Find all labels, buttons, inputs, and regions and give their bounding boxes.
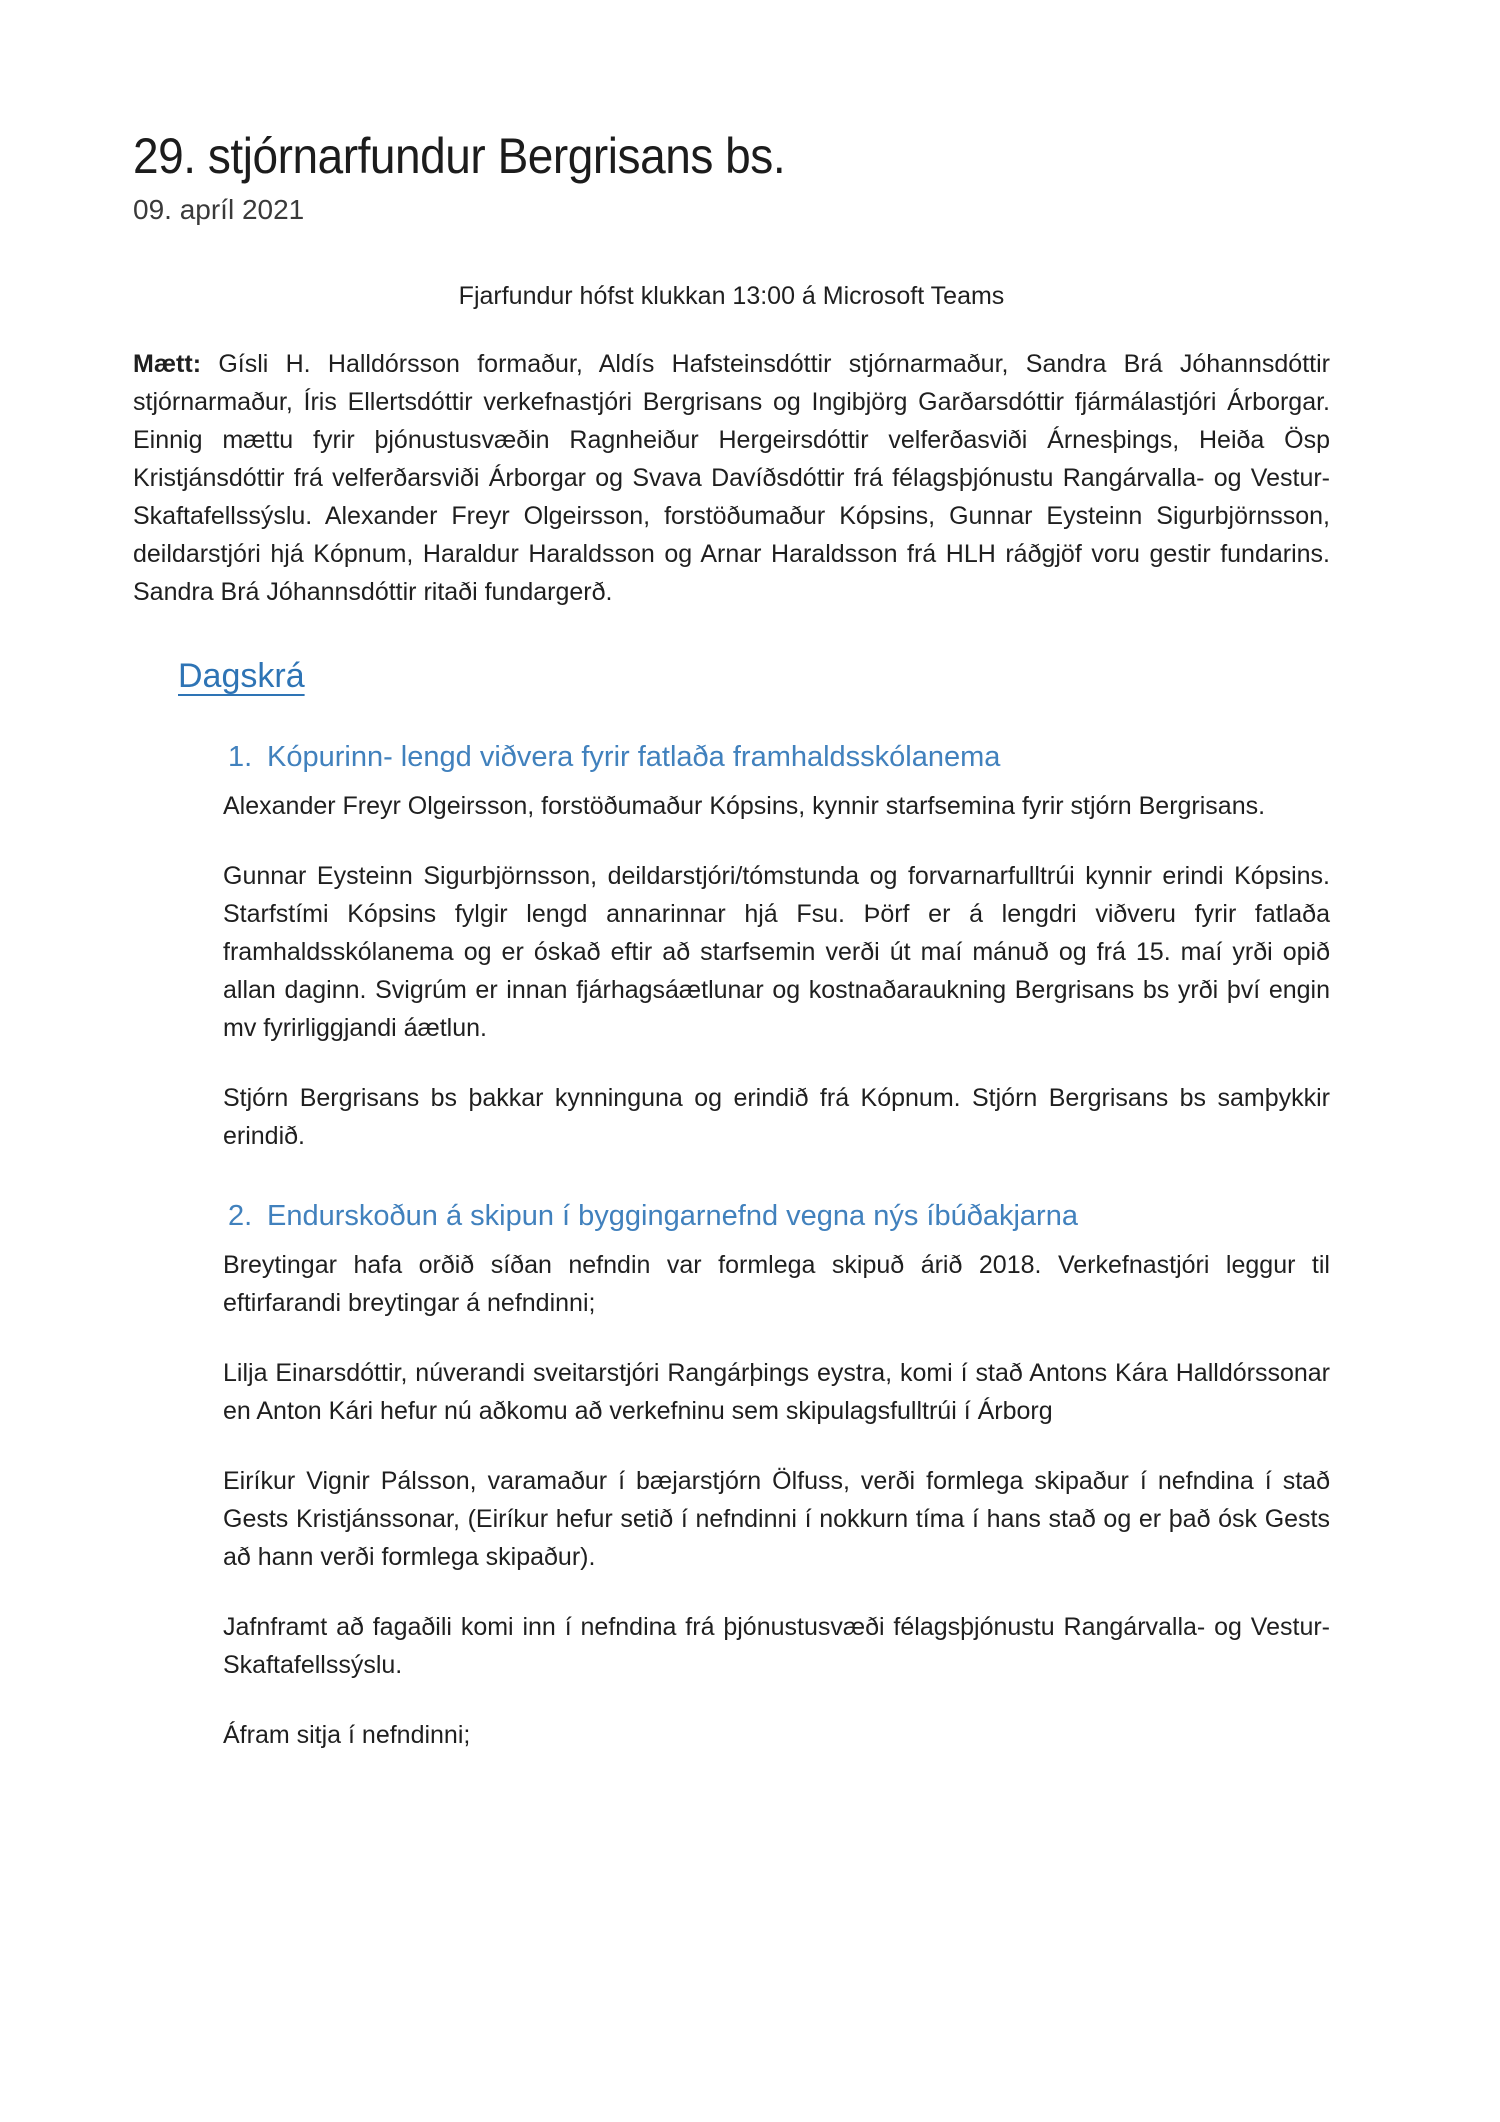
agenda-item-2-paragraph-1: Breytingar hafa orðið síðan nefndin var formlega skipuð árið 2018. Verkefnastjóri leggur til eftirfarandi breytingar á nefndinni;: [223, 1250, 1330, 1317]
agenda-item-1-number: 1.: [228, 741, 253, 773]
agenda-item-1-title: Kópurinn- lengd viðvera fyrir fatlaða framhaldsskólanema: [267, 741, 1001, 773]
attendees-text: Gísli H. Halldórsson formaður, Aldís Hafsteinsdóttir stjórnarmaður, Sandra Brá Jóhannsdóttir stjórnarmaður, Íris Ellertsdóttir verkefnastjóri Bergrisans og Ingibjörg Garðarsdóttir fjármálastjóri Árborgar. Einnig mættu fyrir þjónustusvæðin Ragnheiður Hergeirsdóttir velferðasviði Árnesþings, Heiða Ösp Kristjánsdóttir frá velferðarsviði Árborgar og Svava Davíðsdóttir frá félagsþjónustu Rangárvalla- og Vestur-Skaftafellssýslu. Alexander Freyr Olgeirsson, forstöðumaður Kópsins, Gunnar Eysteinn Sigurbjörnsson, deildarstjóri hjá Kópnum, Haraldur Haraldsson og Arnar Haraldsson frá HLH ráðgjöf voru gestir fundarins. Sandra Brá Jóhannsdóttir ritaði fundargerð.: [133, 350, 1330, 606]
page-title-text: 29. stjórnarfundur Bergrisans bs.: [133, 128, 786, 184]
page-date: 09. apríl 2021: [133, 194, 305, 225]
agenda-item-2: [133, 1199, 1330, 1754]
agenda-item-1-paragraph-3: Stjórn Bergrisans bs þakkar kynninguna og erindið frá Kópnum. Stjórn Bergrisans bs samþykkir erindið.: [223, 1083, 1330, 1150]
attendees-paragraph: [133, 345, 1330, 611]
page-title: [133, 128, 1330, 184]
agenda-item-2-title: Endurskoðun á skipun í byggingarnefnd vegna nýs íbúðakjarna: [267, 1199, 1078, 1232]
agenda-heading-text: Dagskrá: [178, 657, 305, 695]
agenda-item-1: [133, 740, 1330, 1155]
agenda-item-1-paragraph-1: Alexander Freyr Olgeirsson, forstöðumaður Kópsins, kynnir starfsemina fyrir stjórn Bergrisans.: [223, 791, 1266, 820]
agenda-item-2-paragraph-5: Áfram sitja í nefndinni;: [223, 1720, 471, 1749]
agenda-item-2-paragraph-4: Jafnframt að fagaðili komi inn í nefndina frá þjónustusvæði félagsþjónustu Rangárvalla- og Vestur-Skaftafellssýslu.: [223, 1612, 1330, 1679]
meeting-start-note: Fjarfundur hófst klukkan 13:00 á Microsoft Teams: [458, 282, 1005, 310]
agenda-item-2-number: 2.: [228, 1199, 253, 1232]
agenda-item-2-paragraph-2: Lilja Einarsdóttir, núverandi sveitarstjóri Rangárþings eystra, komi í stað Antons Kára Halldórssonar en Anton Kári hefur nú aðkomu að verkefninu sem skipulagsfulltrúi í Árborg: [223, 1358, 1330, 1425]
agenda-item-2-heading: [228, 1199, 1330, 1234]
agenda-item-1-paragraph-2: Gunnar Eysteinn Sigurbjörnsson, deildarstjóri/tómstunda og forvarnarfulltrúi kynnir erindi Kópsins. Starfstími Kópsins fylgir lengd annarinnar hjá Fsu. Þörf er á lengdri viðveru fyrir fatlaða framhaldsskólanema og er óskað eftir að starfsemin verði út maí mánuð og frá 15. maí yrði opið allan daginn. Svigrúm er innan fjárhagsáætlunar og kostnaðaraukning Bergrisans bs yrði því engin mv fyrirliggjandi áætlun.: [223, 861, 1330, 1042]
agenda-item-2-paragraph-3: Eiríkur Vignir Pálsson, varamaður í bæjarstjórn Ölfuss, verði formlega skipaður í nefndina í stað Gests Kristjánssonar, (Eiríkur hefur setið í nefndinni í nokkurn tíma í hans stað og er það ósk Gests að hann verði formlega skipaður).: [223, 1466, 1330, 1571]
agenda-item-1-heading: [228, 740, 1330, 775]
attendees-label: Mætt:: [133, 350, 202, 378]
agenda-heading: [178, 657, 1330, 696]
